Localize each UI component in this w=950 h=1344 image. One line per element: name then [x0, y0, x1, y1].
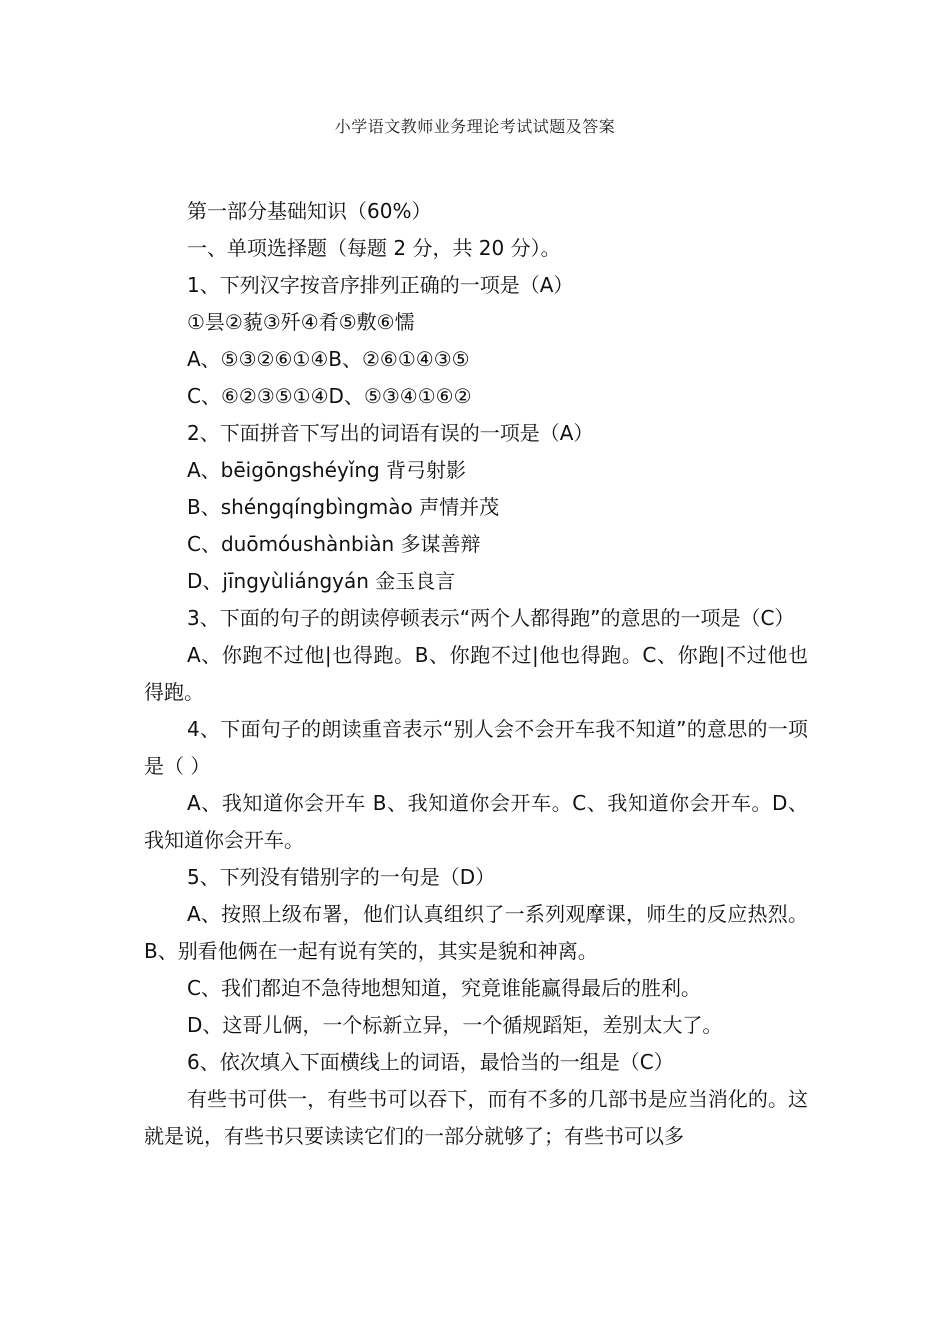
- question-4: 4、下面句子的朗读重音表示“别人会不会开车我不知道”的意思的一项是（ ）: [144, 717, 808, 778]
- question-6-passage: 有些书可供一，有些书可以吞下，而有不多的几部书是应当消化的。这就是说，有些书只要读读它们的一部分就够了；有些书可以多: [144, 1087, 808, 1148]
- question-2: 2、下面拼音下写出的词语有误的一项是（A）: [187, 421, 594, 445]
- question-2-option-d: D、jīngyùliángyán 金玉良言: [187, 569, 456, 593]
- question-3-options: A、你跑不过他|也得跑。B、你跑不过|他也得跑。C、你跑|不过他也得跑。: [144, 643, 808, 704]
- question-3: 3、下面的句子的朗读停顿表示“两个人都得跑”的意思的一项是（C）: [187, 606, 795, 630]
- question-4-options: A、我知道你会开车 B、我知道你会开车。C、我知道你会开车。D、我知道你会开车。: [144, 791, 808, 852]
- section-heading: 第一部分基础知识（60%）: [187, 199, 432, 223]
- question-5-option-d: D、这哥儿俩，一个标新立异，一个循规蹈矩，差别太大了。: [187, 1013, 723, 1037]
- document-title: 小学语文教师业务理论考试试题及答案: [334, 117, 616, 136]
- question-5: 5、下列没有错别字的一句是（D）: [187, 865, 496, 889]
- question-2-option-c: C、duōmóushànbiàn 多谋善辩: [187, 532, 481, 556]
- question-2-option-a: A、bēigōngshéyǐng 背弓射影: [187, 458, 467, 482]
- document-body: [144, 193, 808, 1155]
- question-5-options-ab: A、按照上级布署，他们认真组织了一系列观摩课，师生的反应热烈。B、别看他俩在一起有说有笑的，其实是貌和神离。: [144, 902, 808, 963]
- question-2-option-b: B、shéngqíngbìngmào 声情并茂: [187, 495, 500, 519]
- question-6: 6、依次填入下面横线上的词语，最恰当的一组是（C）: [187, 1050, 674, 1074]
- question-5-option-c: C、我们都迫不急待地想知道，究竟谁能赢得最后的胜利。: [187, 976, 701, 1000]
- question-1: 1、下列汉字按音序排列正确的一项是（A）: [187, 273, 574, 297]
- question-group-heading: 一、单项选择题（每题 2 分，共 20 分）。: [187, 236, 561, 260]
- question-1-options-cd: C、⑥②③⑤①④D、⑤③④①⑥②: [187, 384, 472, 408]
- question-1-characters: ①昙②藐③歼④肴⑤敷⑥懦: [187, 310, 415, 334]
- question-1-options-ab: A、⑤③②⑥①④B、②⑥①④③⑤: [187, 347, 470, 371]
